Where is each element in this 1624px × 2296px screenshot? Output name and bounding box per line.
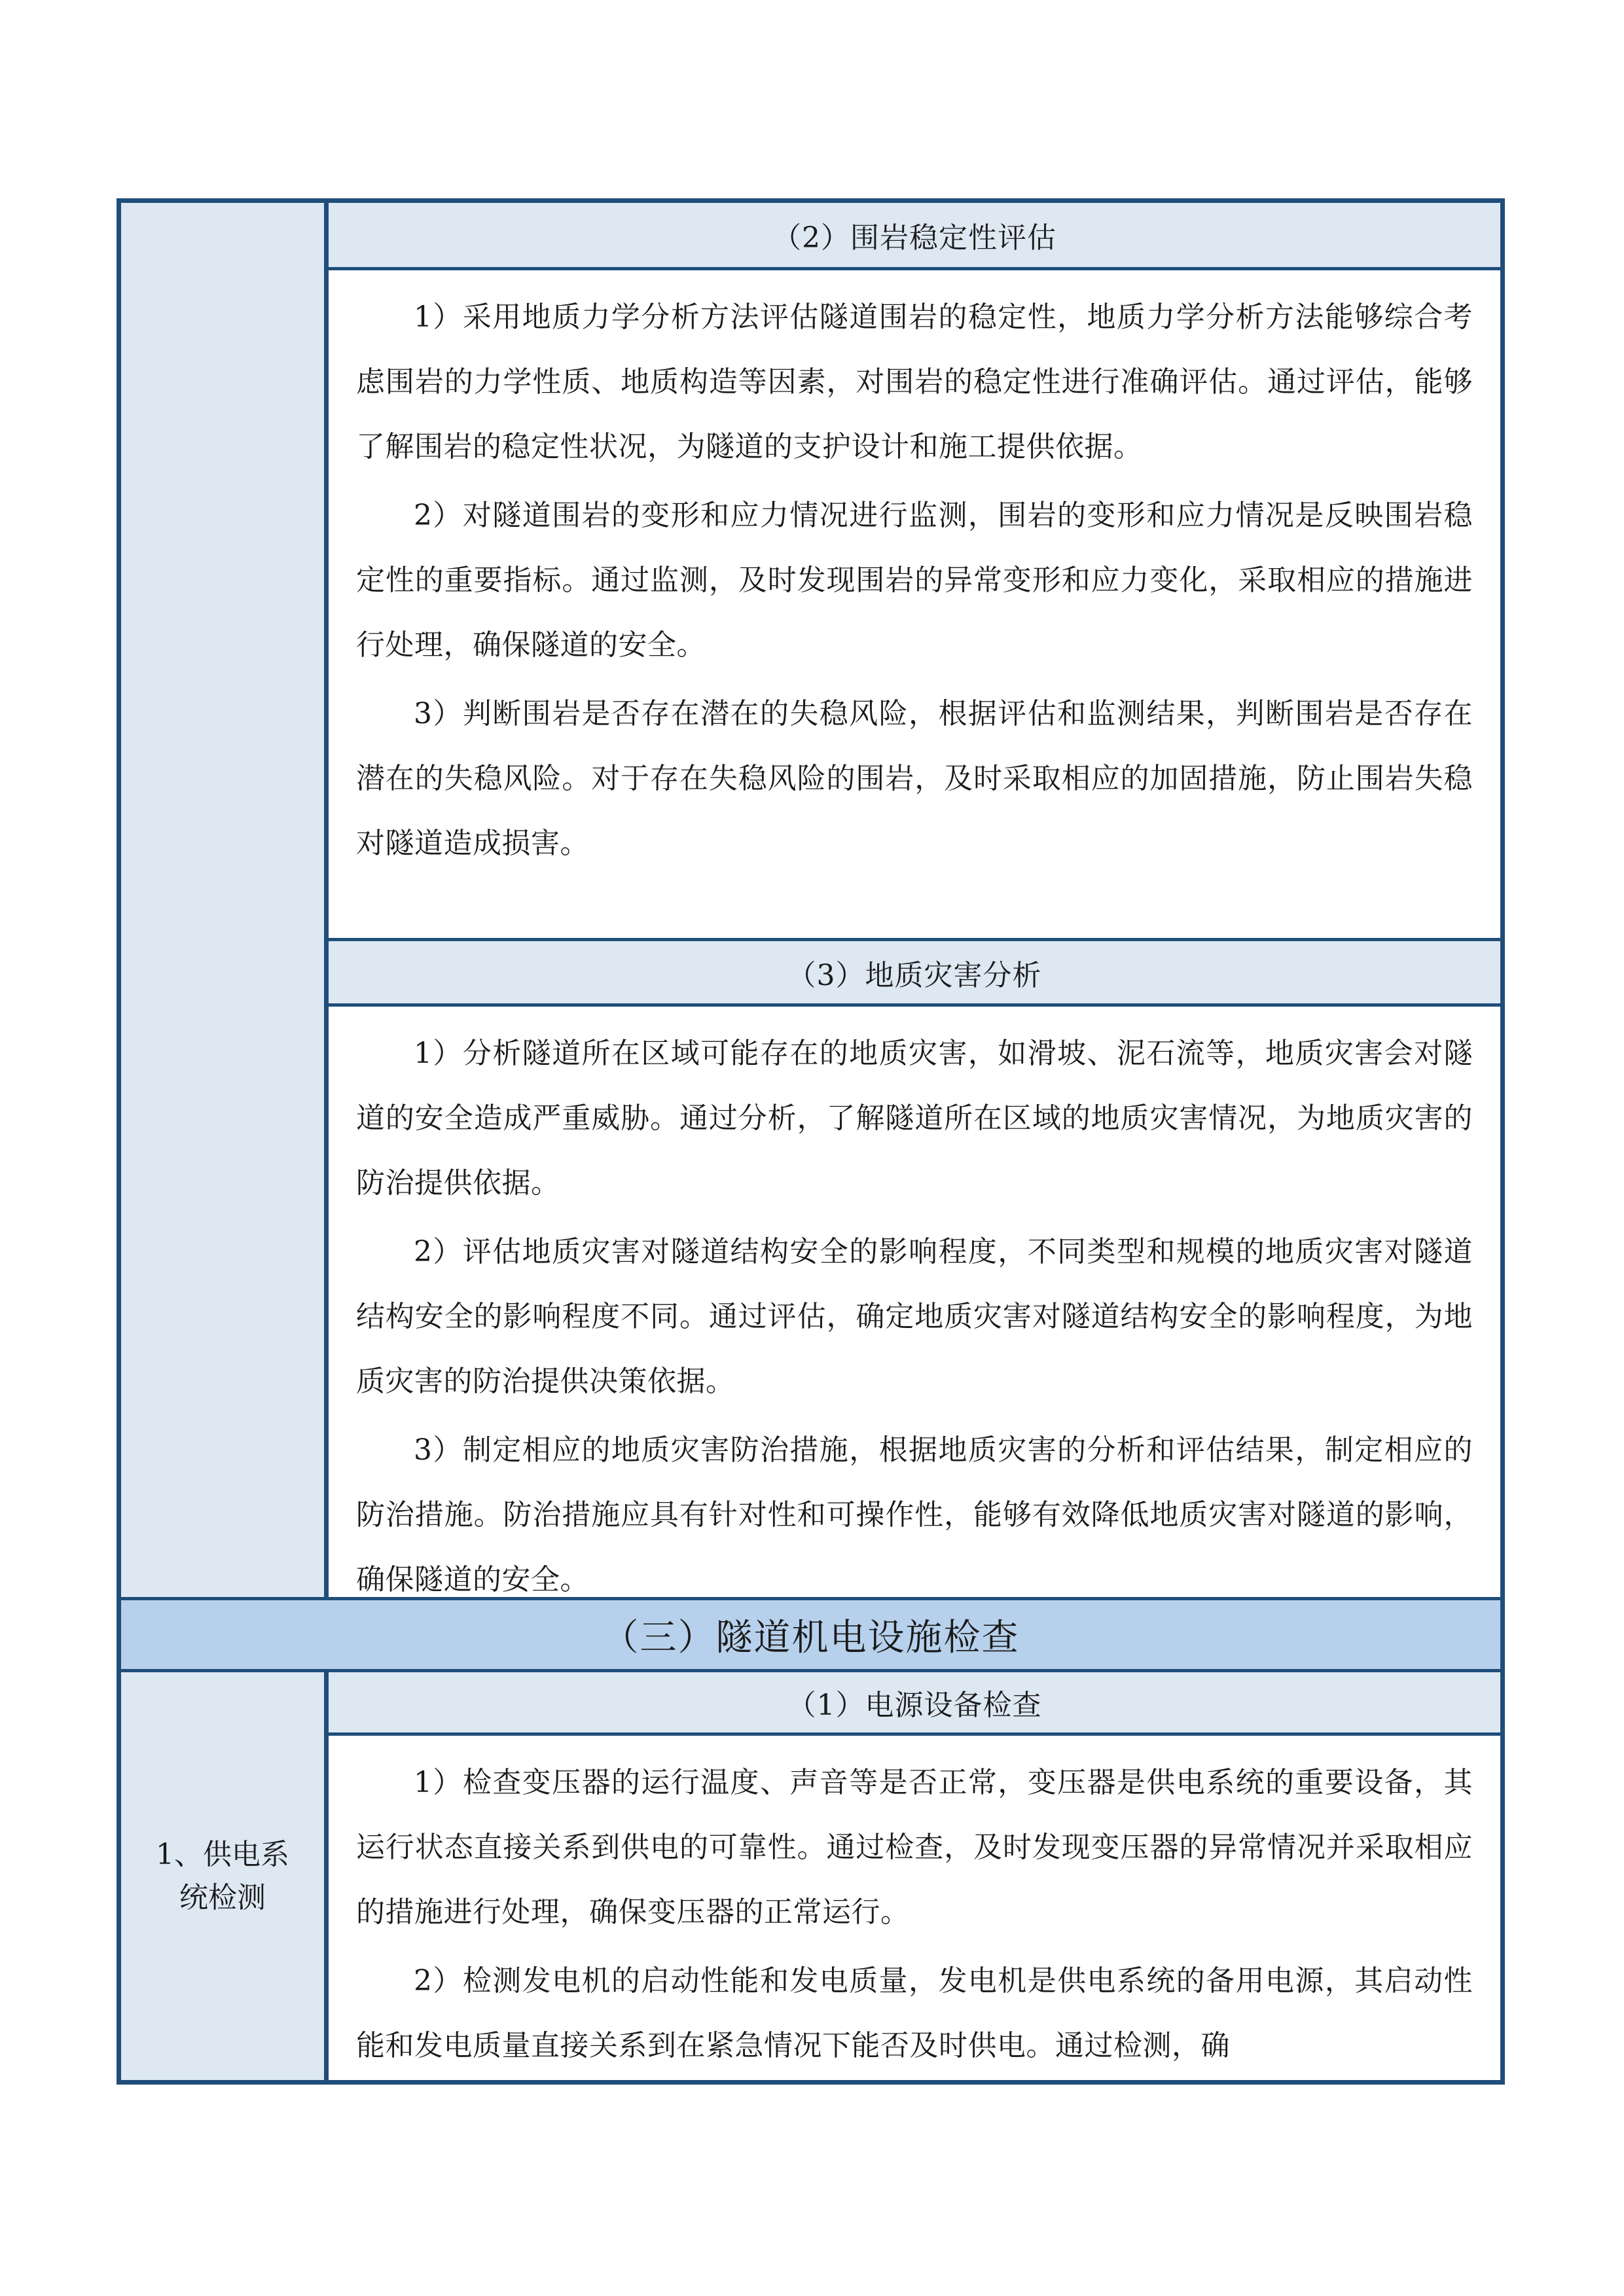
subsection-title: （1）电源设备检查 (787, 1689, 1042, 1722)
paragraph: 2）检测发电机的启动性能和发电质量，发电机是供电系统的备用电源，其启动性能和发电质量直接关系到在紧急情况下能否及时供电。通过检测，确 (356, 1964, 1473, 2062)
column-divider (324, 1669, 329, 2080)
subsection-title: （3）地质灾害分析 (787, 958, 1042, 992)
section-header (121, 1600, 1500, 1669)
paragraph: 2）评估地质灾害对隧道结构安全的影响程度，不同类型和规模的地质灾害对隧道结构安全的影响程度不同。通过评估，确定地质灾害对隧道结构安全的影响程度，为地质灾害的防治提供决策依据。 (356, 1235, 1473, 1398)
subsection-header (329, 941, 1500, 1003)
row-divider (121, 1597, 1500, 1600)
row-divider (329, 1732, 1500, 1736)
subsection-title: （2）围岩稳定性评估 (772, 221, 1056, 255)
section-title: （三）隧道机电设施检查 (602, 1616, 1020, 1659)
subsection-header (329, 203, 1500, 267)
paragraph: 1）检查变压器的运行温度、声音等是否正常，变压器是供电系统的重要设备，其运行状态直接关系到供电的可靠性。通过检查，及时发现变压器的异常情况并采取相应的措施进行处理，确保变压器的正常运行。 (356, 1766, 1473, 1929)
paragraph: 2）对隧道围岩的变形和应力情况进行监测，围岩的变形和应力情况是反映围岩稳定性的重要指标。通过监测，及时发现围岩的异常变形和应力变化，采取相应的措施进行处理，确保隧道的安全。 (356, 499, 1473, 662)
paragraph: 1）采用地质力学分析方法评估隧道围岩的稳定性，地质力学分析方法能够综合考虑围岩的力学性质、地质构造等因素，对围岩的稳定性进行准确评估。通过评估，能够了解围岩的稳定性状况，为隧道的支护设计和施工提供依据。 (356, 300, 1473, 463)
paragraph: 1）分析隧道所在区域可能存在的地质灾害，如滑坡、泥石流等，地质灾害会对隧道的安全造成严重威胁。通过分析，了解隧道所在区域的地质灾害情况，为地质灾害的防治提供依据。 (356, 1037, 1473, 1200)
subsection-body (329, 1007, 1500, 1597)
paragraph: 3）判断围岩是否存在潜在的失稳风险，根据评估和监测结果，判断围岩是否存在潜在的失稳风险。对于存在失稳风险的围岩，及时采取相应的加固措施，防止围岩失稳对隧道造成损害。 (356, 697, 1473, 860)
column-divider (324, 203, 329, 1600)
subsection-header (329, 1672, 1500, 1732)
left-column-continued (121, 203, 324, 1597)
subsection-body (329, 270, 1500, 938)
row-divider (121, 1669, 1500, 1672)
paragraph: 3）制定相应的地质灾害防治措施，根据地质灾害的分析和评估结果，制定相应的防治措施。防治措施应具有针对性和可操作性，能够有效降低地质灾害对隧道的影响，确保隧道的安全。 (356, 1433, 1473, 1596)
row-divider (329, 267, 1500, 270)
row-divider (329, 938, 1500, 941)
left-column-label-cell (121, 1672, 324, 2080)
row-divider (329, 1003, 1500, 1007)
subsection-body (329, 1736, 1500, 2080)
row-label: 1、供电系统检测 (156, 1837, 289, 1914)
table-frame (117, 198, 1505, 2085)
